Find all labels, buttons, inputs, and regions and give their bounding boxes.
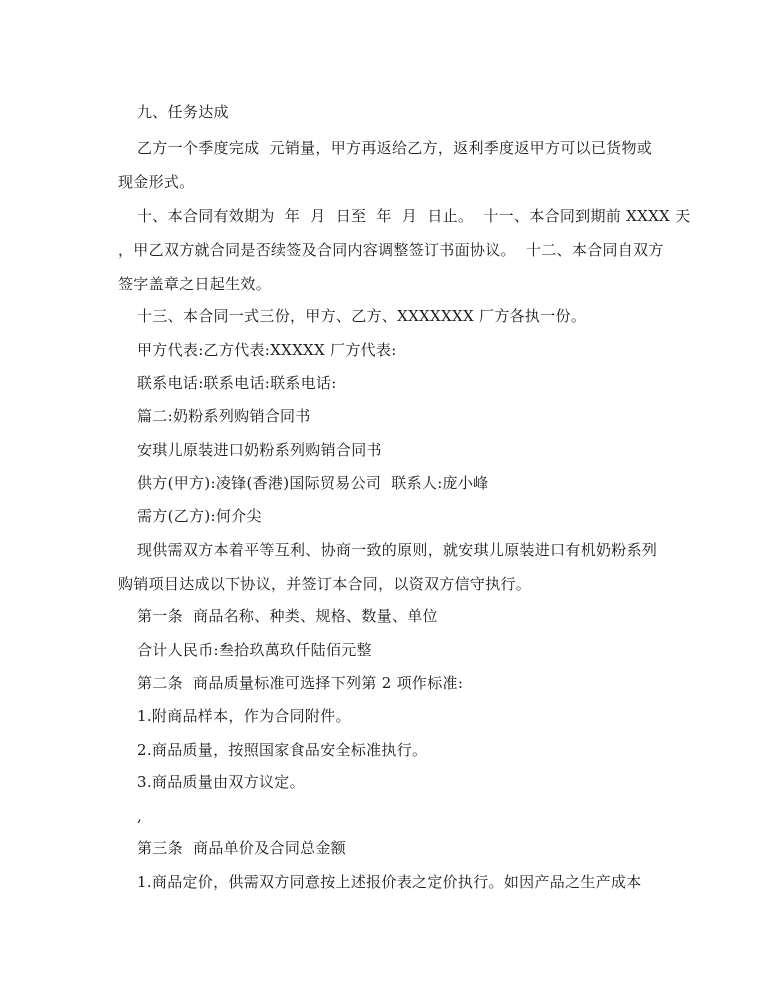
article-heading: 第一条 商品名称、种类、规格、数量、单位	[137, 607, 438, 625]
buyer-line: 需方(乙方):何介尖	[137, 507, 262, 525]
section-heading-contract: 篇二:奶粉系列购销合同书	[137, 407, 311, 425]
section-heading-task: 九、任务达成	[137, 103, 229, 121]
paragraph-line: 甲方代表:乙方代表:XXXXX 厂方代表:	[137, 341, 397, 359]
stray-mark: ,	[137, 807, 143, 825]
paragraph-line: 联系电话:联系电话:联系电话:	[137, 374, 337, 392]
paragraph-line: 十、本合同有效期为 年 月 日至 年 月 日止。 十一、本合同到期前 XXXX 天	[137, 207, 691, 225]
paragraph-line: 签字盖章之日起生效。	[118, 275, 272, 293]
paragraph-line: 十三、本合同一式三份，甲方、乙方、XXXXXXX 厂方各执一份。	[137, 307, 587, 325]
paragraph-line: 购销项目达成以下协议，并签订本合同，以资双方信守执行。	[118, 575, 532, 593]
contract-title: 安琪儿原装进口奶粉系列购销合同书	[137, 441, 382, 459]
supplier-line: 供方(甲方):凌锋(香港)国际贸易公司 联系人:庞小峰	[137, 474, 489, 492]
list-item: 3.商品质量由双方议定。	[137, 773, 305, 791]
paragraph-line: 1.商品定价，供需双方同意按上述报价表之定价执行。如因产品之生产成本	[137, 873, 642, 891]
paragraph-line: 现金形式。	[118, 173, 195, 191]
article-heading: 第三条 商品单价及合同总金额	[137, 839, 347, 857]
list-item: 2.商品质量，按照国家食品安全标准执行。	[137, 741, 428, 759]
paragraph-line: 乙方一个季度完成 元销量，甲方再返给乙方，返利季度返甲方可以已货物或	[137, 139, 653, 157]
paragraph-line: 现供需双方本着平等互利、协商一致的原则，就安琪儿原装进口有机奶粉系列	[137, 541, 658, 559]
list-item: 1.附商品样本，作为合同附件。	[137, 707, 351, 725]
article-heading: 第二条 商品质量标准可选择下列第 2 项作标准:	[137, 674, 464, 692]
paragraph-line: ，甲乙双方就合同是否续签及合同内容调整签订书面协议。 十二、本合同自双方	[118, 241, 664, 259]
paragraph-line: 合计人民币:叁拾玖萬玖仟陆佰元整	[137, 641, 372, 659]
